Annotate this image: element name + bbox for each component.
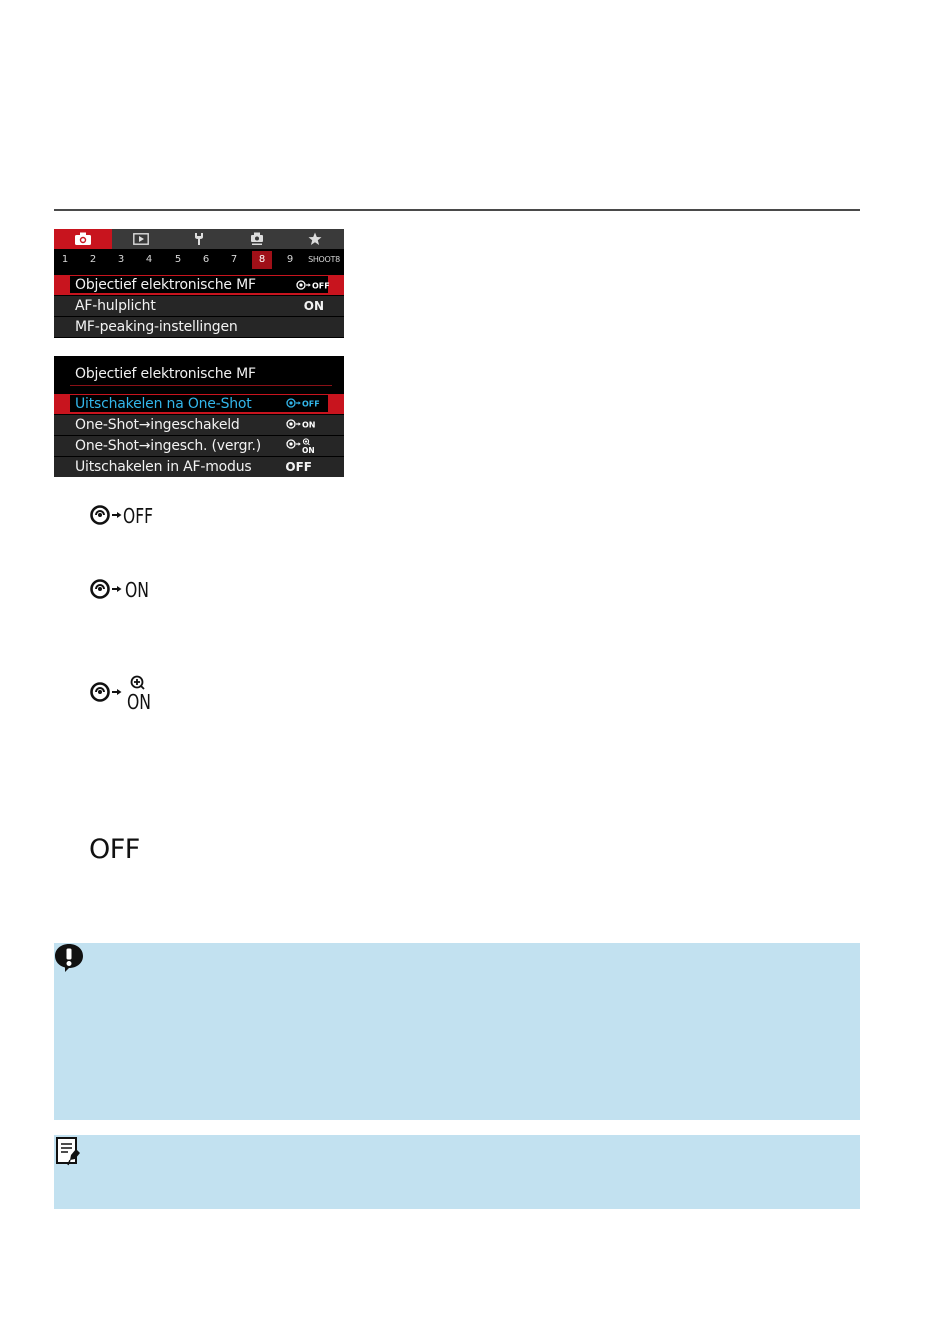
camera-icon <box>74 232 92 246</box>
tab-shooting[interactable] <box>54 229 112 249</box>
caution-box <box>54 943 860 1120</box>
submenu-screen <box>54 356 344 477</box>
menu-item-electronic-mf[interactable] <box>54 275 344 295</box>
option-oneshot-enabled-magnify[interactable] <box>54 436 344 456</box>
menu-page-numbers <box>54 250 344 270</box>
option-label: One-Shot→ingesch. (vergr.) <box>75 438 262 454</box>
section-divider <box>54 209 860 211</box>
svg-text:ON: ON <box>127 690 151 714</box>
caution-icon <box>54 943 84 973</box>
page-3[interactable]: 3 <box>117 254 125 265</box>
svg-text:ON: ON <box>302 446 315 455</box>
svg-text:OFF: OFF <box>123 504 153 528</box>
tab-custom-functions[interactable] <box>228 229 286 249</box>
wrench-icon <box>193 232 205 246</box>
svg-text:OFF: OFF <box>312 281 330 291</box>
menu-tab-bar <box>54 229 344 249</box>
menu-item-label: Objectief elektronische MF <box>75 277 256 293</box>
option-value: OFF <box>285 460 312 474</box>
menu-item-mf-peaking[interactable] <box>54 317 344 337</box>
option-label: One-Shot→ingeschakeld <box>75 417 240 433</box>
tab-playback[interactable] <box>112 229 170 249</box>
off-symbol: OFF <box>89 834 140 865</box>
oneshot-off-icon <box>296 280 330 291</box>
menu-item-label: MF-peaking-instellingen <box>75 319 238 335</box>
memo-icon <box>54 1135 84 1171</box>
star-icon <box>308 232 322 246</box>
submenu-title-underline <box>70 385 332 386</box>
option-label: Uitschakelen na One-Shot <box>75 396 252 412</box>
oneshot-on-icon <box>90 577 160 601</box>
svg-text:ON: ON <box>302 420 316 430</box>
page-5[interactable]: 5 <box>174 254 182 265</box>
submenu-title: Objectief elektronische MF <box>75 366 256 382</box>
oneshot-on-magnify-icon <box>286 438 316 454</box>
memo-box <box>54 1135 860 1209</box>
page-8[interactable]: 8 <box>252 251 272 269</box>
svg-text:OFF: OFF <box>302 399 320 409</box>
option-disable-in-af-mode[interactable] <box>54 457 344 477</box>
option-disable-after-oneshot[interactable] <box>54 394 344 414</box>
page-label: SHOOT8 <box>308 255 340 264</box>
oneshot-on-magnify-icon <box>90 674 160 712</box>
page-7[interactable]: 7 <box>230 254 238 265</box>
menu-item-value: ON <box>303 299 324 313</box>
menu-item-label: AF-hulplicht <box>75 298 156 314</box>
option-oneshot-enabled[interactable] <box>54 415 344 435</box>
tab-setup[interactable] <box>170 229 228 249</box>
camera-menu-screen <box>54 229 344 338</box>
page-2[interactable]: 2 <box>89 254 97 265</box>
playback-icon <box>133 233 149 245</box>
page-4[interactable]: 4 <box>145 254 153 265</box>
custom-functions-icon <box>249 232 265 246</box>
oneshot-off-icon <box>286 397 320 409</box>
oneshot-off-icon <box>90 503 160 527</box>
page-6[interactable]: 6 <box>202 254 210 265</box>
svg-text:ON: ON <box>125 578 149 602</box>
page-9[interactable]: 9 <box>286 254 294 265</box>
menu-item-af-assist[interactable] <box>54 296 344 316</box>
oneshot-on-icon <box>286 418 316 430</box>
option-label: Uitschakelen in AF-modus <box>75 459 252 475</box>
tab-my-menu[interactable] <box>286 229 344 249</box>
page-1[interactable]: 1 <box>61 254 69 265</box>
